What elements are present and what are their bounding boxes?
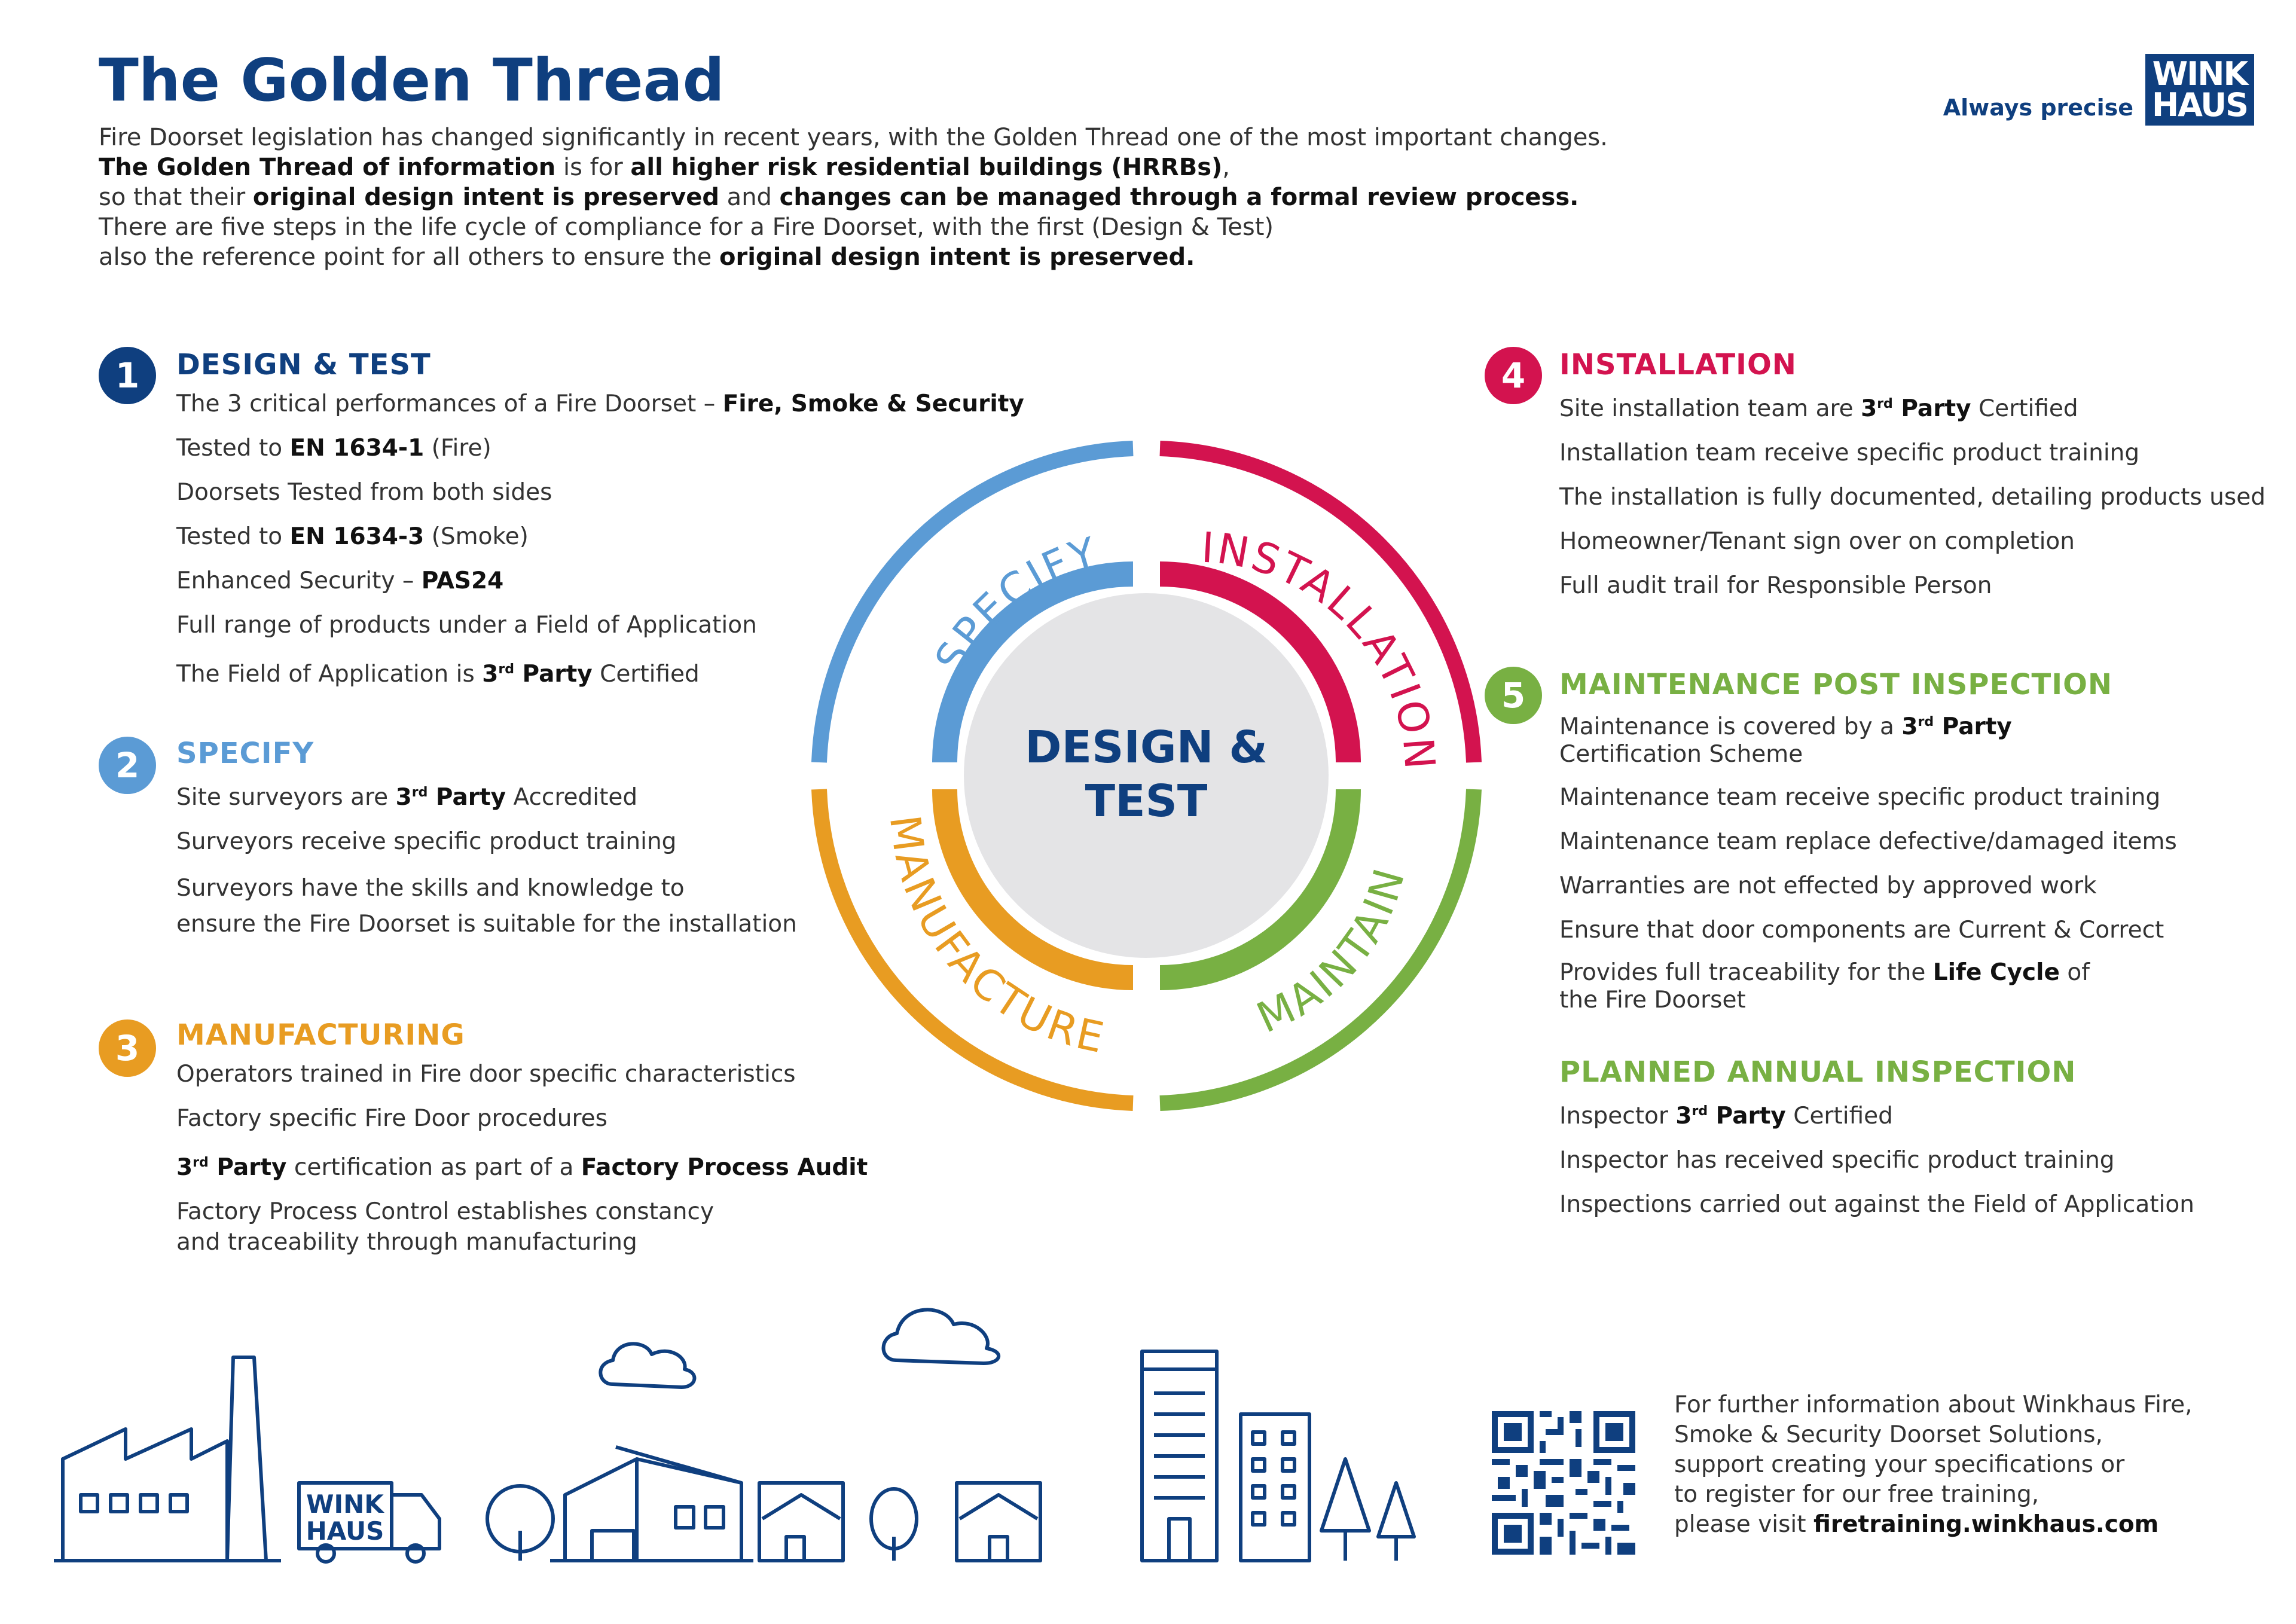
tree-icon — [871, 1489, 917, 1561]
cloud-icon — [600, 1344, 694, 1387]
step-number-3: 3 — [99, 1019, 156, 1077]
truck-logo-bottom: HAUS — [306, 1516, 384, 1546]
list-item: Factory specific Fire Door procedures — [176, 1105, 607, 1132]
list-item: Doorsets Tested from both sides — [176, 479, 552, 506]
footer-info — [1674, 1390, 2193, 1540]
list-item: The Field of Application is 3rd Party Certified — [176, 661, 700, 688]
section-title: MAINTENANCE POST INSPECTION — [1559, 668, 2113, 701]
section-items — [1559, 389, 2266, 615]
list-item: Tested to EN 1634-3 (Smoke) — [176, 523, 529, 550]
footer-line: support creating your specifications or — [1674, 1451, 2125, 1478]
list-item: Factory Process Control establishes constancy and traceability through manufacturing — [176, 1198, 715, 1256]
section-items — [176, 1059, 868, 1271]
list-item: Inspections carried out against the Field of Application — [1559, 1191, 2194, 1218]
list-item: Inspector 3rd Party Certified — [1559, 1103, 1893, 1130]
list-item: Full range of products under a Field of Application — [176, 612, 757, 639]
truck-logo-top: WINK — [306, 1489, 384, 1519]
footer-line: to register for our free training, — [1674, 1481, 2039, 1508]
wheel-label-manufacture: MANUFACTURE — [880, 812, 1111, 1063]
list-item: Tested to EN 1634-1 (Fire) — [176, 435, 491, 462]
step-number-5: 5 — [1485, 667, 1542, 724]
section-title: DESIGN & TEST — [176, 348, 431, 381]
list-item: Inspector has received specific product training — [1559, 1147, 2115, 1174]
truck-icon — [299, 1483, 439, 1562]
factory-icon — [54, 1357, 281, 1561]
apartment-icon — [1241, 1414, 1309, 1561]
list-item: Ensure that door components are Current & Correct — [1559, 917, 2164, 944]
list-item: Site installation team are 3rd Party Certified — [1559, 395, 2078, 422]
house-icon — [550, 1447, 753, 1561]
house-icon — [759, 1483, 843, 1561]
section-items — [1559, 1096, 2194, 1234]
section-title: PLANNED ANNUAL INSPECTION — [1559, 1055, 2077, 1089]
list-item: Surveyors have the skills and knowledge to ensure the Fire Doorset is suitable for the installation — [176, 875, 797, 938]
intro-line: so that their original design intent is preserved and changes can be managed through a formal review process. — [99, 184, 1579, 211]
cloud-icon — [884, 1309, 999, 1363]
intro-line: Fire Doorset legislation has changed significantly in recent years, with the Golden Thread one of the most important changes. — [99, 124, 1608, 151]
footer-line: please visit firetraining.winkhaus.com — [1674, 1511, 2159, 1538]
tower-icon — [1142, 1351, 1217, 1561]
list-item: Provides full traceability for the Life Cycle of the Fire Doorset — [1559, 959, 2090, 1014]
step-number-4: 4 — [1485, 347, 1542, 404]
page-title: The Golden Thread — [99, 47, 725, 115]
tree-icon — [487, 1486, 553, 1561]
lifecycle-wheel — [807, 436, 1495, 1124]
pine-tree-icon — [1321, 1459, 1414, 1561]
brand — [1943, 54, 2254, 126]
website-link[interactable]: firetraining.winkhaus.com — [1813, 1511, 2159, 1538]
section-items — [176, 777, 797, 956]
step-number-1: 1 — [99, 347, 156, 404]
buildings-illustration — [54, 1280, 1477, 1567]
section-title: SPECIFY — [176, 737, 315, 770]
qr-code-icon — [1492, 1411, 1635, 1555]
list-item: The installation is fully documented, detailing products used — [1559, 484, 2266, 511]
step-number-2: 2 — [99, 737, 156, 794]
list-item: Maintenance is covered by a 3rd Party Certification Scheme — [1559, 713, 2012, 768]
winkhaus-logo: WINK HAUS — [2145, 54, 2254, 126]
section-title: INSTALLATION — [1559, 348, 1797, 381]
center-label-line1: DESIGN & — [1025, 722, 1268, 773]
list-item: The 3 critical performances of a Fire Doorset – Fire, Smoke & Security — [176, 390, 1024, 417]
list-item: Surveyors receive specific product training — [176, 828, 677, 855]
section-items — [1559, 709, 2177, 1028]
intro-line: The Golden Thread of information is for all higher risk residential buildings (HRRBs), — [99, 154, 1230, 181]
list-item: Enhanced Security – PAS24 — [176, 567, 504, 594]
list-item: Installation team receive specific product training — [1559, 439, 2140, 466]
section-title: MANUFACTURING — [176, 1018, 465, 1052]
list-item: Homeowner/Tenant sign over on completion — [1559, 528, 2075, 555]
wheel-label-specify: SPECIFY — [925, 527, 1104, 682]
wheel-label-maintain: MAINTAIN — [1249, 861, 1415, 1043]
list-item: Full audit trail for Responsible Person — [1559, 572, 1992, 599]
list-item: Operators trained in Fire door specific characteristics — [176, 1061, 796, 1088]
brand-tagline: Always precise — [1943, 94, 2133, 121]
list-item: Site surveyors are 3rd Party Accredited — [176, 784, 638, 811]
intro-line: There are five steps in the life cycle of compliance for a Fire Doorset, with the first (Design & Test) — [99, 213, 1274, 241]
house-icon — [957, 1483, 1040, 1561]
footer-line: Smoke & Security Doorset Solutions, — [1674, 1421, 2103, 1448]
list-item: Maintenance team receive specific product training — [1559, 784, 2161, 811]
wheel-label-installation: INSTALLATION — [1200, 523, 1445, 774]
center-label-line2: TEST — [1085, 776, 1208, 827]
list-item: Warranties are not effected by approved work — [1559, 872, 2097, 899]
footer-line: For further information about Winkhaus Fire, — [1674, 1391, 2193, 1418]
intro-paragraph — [99, 123, 1608, 272]
intro-line: also the reference point for all others to ensure the original design intent is preserved. — [99, 243, 1195, 271]
list-item: Maintenance team replace defective/damaged items — [1559, 828, 2177, 855]
qr-code[interactable] — [1492, 1411, 1635, 1555]
list-item: 3rd Party certification as part of a Factory Process Audit — [176, 1154, 868, 1181]
